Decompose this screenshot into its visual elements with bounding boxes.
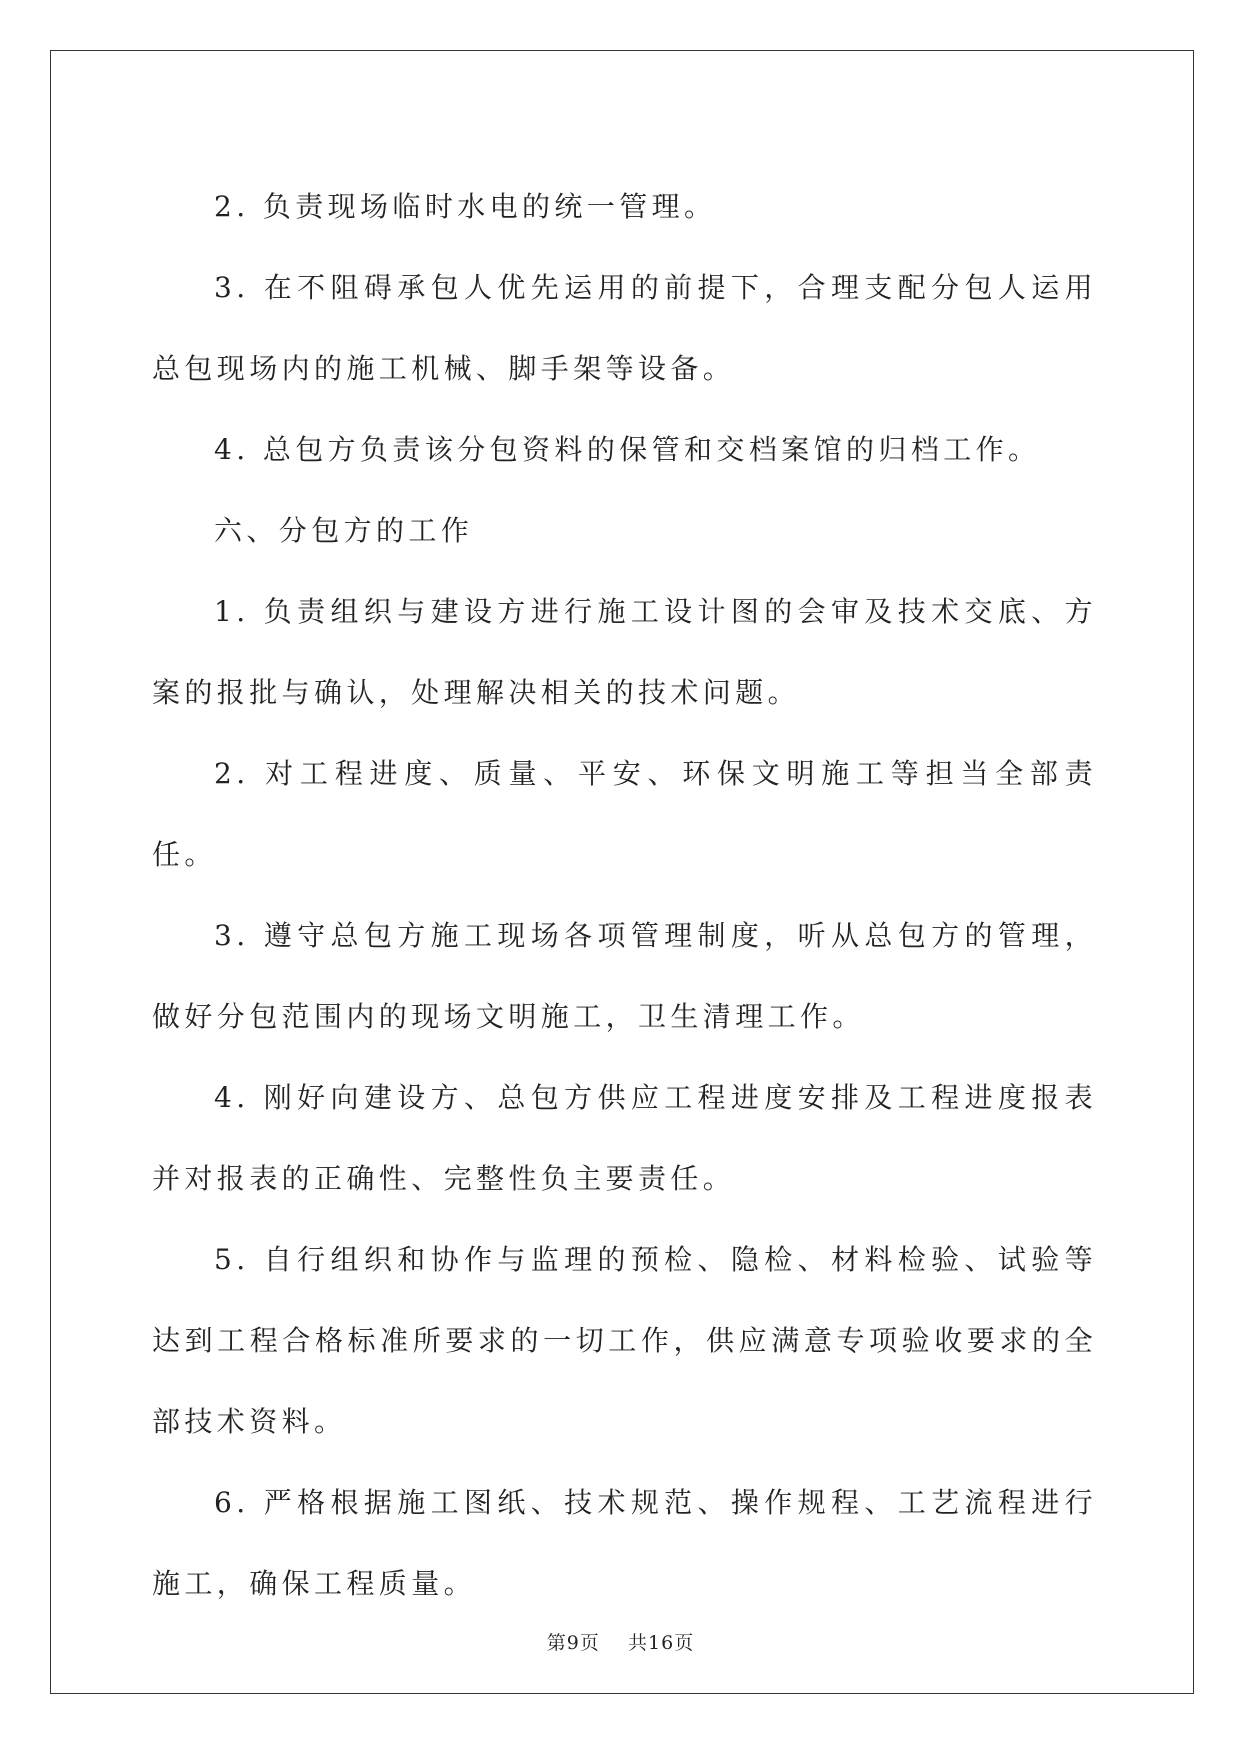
section-heading: 六、分包方的工作 [214, 514, 474, 547]
paragraph: 4. 刚好向建设方、总包方供应工程进度安排及工程进度报表并对报表的正确性、完整性负主要责任。 [152, 1081, 1097, 1195]
page-number: 第9页 共16页 [546, 1632, 695, 1654]
paragraph: 5. 自行组织和协作与监理的预检、隐检、材料检验、试验等达到工程合格标准所要求的一切工作，供应满意专项验收要求的全部技术资料。 [152, 1243, 1097, 1438]
paragraph: 1. 负责组织与建设方进行施工设计图的会审及技术交底、方案的报批与确认，处理解决相关的技术问题。 [152, 595, 1097, 709]
paragraph: 6. 严格根据施工图纸、技术规范、操作规程、工艺流程进行施工，确保工程质量。 [152, 1486, 1097, 1600]
paragraph: 3. 在不阻碍承包人优先运用的前提下，合理支配分包人运用总包现场内的施工机械、脚手架等设备。 [152, 271, 1097, 385]
paragraph: 4. 总包方负责该分包资料的保管和交档案馆的归档工作。 [214, 433, 1041, 466]
paragraph: 3. 遵守总包方施工现场各项管理制度，听从总包方的管理，做好分包范围内的现场文明施工，卫生清理工作。 [152, 919, 1097, 1033]
paragraph: 2. 对工程进度、质量、平安、环保文明施工等担当全部责任。 [152, 757, 1097, 871]
paragraph: 2. 负责现场临时水电的统一管理。 [214, 190, 717, 223]
document-body [152, 166, 1097, 1624]
